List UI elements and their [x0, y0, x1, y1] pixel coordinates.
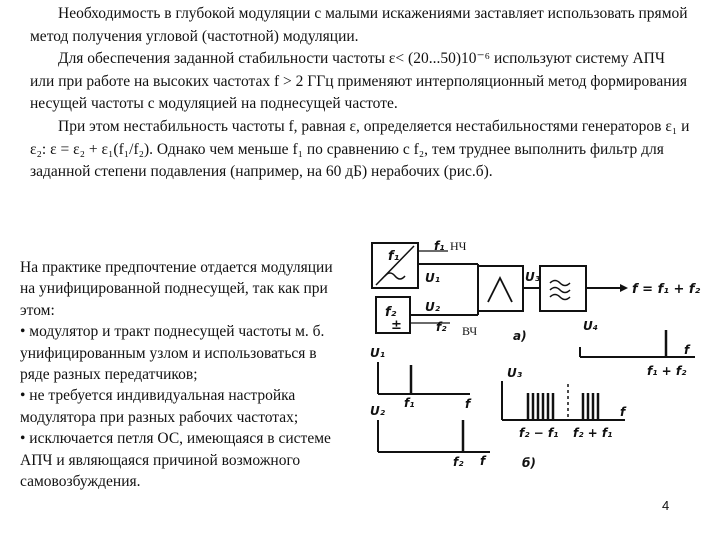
bullet-3: • исключается петля ОС, имеющаяся в системе АПЧ и являющаяся причиной возможного самовозбуждения. — [20, 430, 331, 491]
gen2-label: f₂ — [385, 305, 397, 320]
mixer-block — [478, 266, 523, 311]
u3-spectrum-label: U₃ — [507, 366, 522, 380]
svg-text:±: ± — [391, 318, 402, 333]
u2-f2-label: f₂ — [453, 455, 464, 469]
u1-f-label: f — [465, 397, 471, 411]
u2-f-label: f — [480, 454, 486, 468]
f2-mod-label: f₂ — [436, 320, 447, 334]
u3-top-label: U₃ — [525, 270, 540, 284]
advantages-intro: На практике предпочтение отдается модуляции на унифицированной поднесущей, так как при этом: — [20, 259, 333, 319]
u1-f1-label: f₁ — [404, 396, 415, 410]
u4-f-label: f — [684, 343, 690, 357]
u1-label: U₁ — [425, 271, 440, 285]
output-formula: f = f₁ + f₂ — [632, 282, 701, 297]
u3-f2-minus-f1: f₂ − f₁ — [519, 426, 559, 440]
u3-f-label: f — [620, 405, 626, 419]
paragraph-1: Необходимость в глубокой модуляции с малыми искажениями заставляет использовать прямой метод получения угловой (частотной) модуляции. — [30, 5, 688, 45]
u4-label: U₄ — [583, 319, 598, 333]
fig-b-label: б) — [522, 456, 536, 470]
f1-mod-label: f₁ — [434, 239, 445, 253]
u4-f1-plus-f2: f₁ + f₂ — [647, 364, 687, 378]
u2-label: U₂ — [425, 300, 440, 314]
u3-f2-plus-f1: f₂ + f₁ — [573, 426, 613, 440]
paragraph-2: Для обеспечения заданной стабильности частоты ε< (20...50)10⁻⁶ используют систему АПЧ или при работе на высоких частотах f > 2 ГГц применяют интерполяционный метод формирования несущей частоты с модуляцией на поднесущей частоте. — [30, 50, 688, 113]
nch-label: НЧ — [450, 239, 467, 253]
bullet-2: • не требуется индивидуальная настройка модулятора при разных рабочих частотах; — [20, 387, 299, 426]
u1-spectrum-label: U₁ — [370, 346, 385, 360]
paragraph-3: При этом нестабильность частоты f, равная ε, определяется нестабильностями генераторов ε₁ и ε₂: ε = ε₂ + ε₁(f₁/f₂). Однако чем меньше f₁ по сравнению с f₂, тем труднее выполнить фильтр для заданной степени подавления (например, на 60 дБ) нерабочих (рис.б). — [30, 117, 690, 181]
filter-block — [540, 266, 586, 311]
vch-label: ВЧ — [462, 324, 478, 338]
fig-a-label: а) — [513, 329, 527, 343]
u2-spectrum-label: U₂ — [370, 404, 385, 418]
gen1-label: f₁ — [388, 249, 400, 264]
page-number: 4 — [662, 498, 670, 513]
bullet-1: • модулятор и тракт поднесущей частоты м. б. унифицированным узлом и использоваться в ряде разных передатчиков; — [20, 323, 325, 384]
